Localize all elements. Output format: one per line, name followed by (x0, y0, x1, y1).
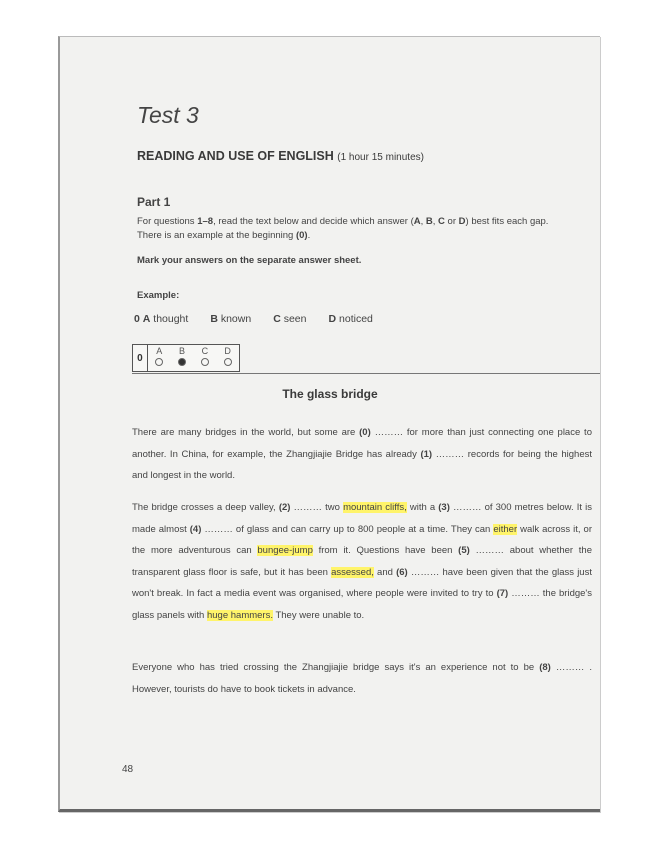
gap-3: (3) (438, 502, 450, 513)
answer-grid-number: 0 (133, 345, 148, 371)
answer-grid (132, 344, 240, 372)
highlight-huge-hammers: huge hammers. (206, 609, 273, 621)
highlight-assessed: assessed, (331, 566, 374, 578)
section-heading (137, 149, 424, 163)
gap-1: (1) (420, 448, 433, 460)
answer-bubble-b-filled (178, 358, 186, 366)
gap-8: (8) (539, 662, 551, 673)
gap-0: (0) (359, 427, 371, 438)
instr-text: There is an example at the beginning (137, 230, 296, 241)
answer-grid-col-c: C (193, 345, 216, 371)
instr-range: 1–8 (197, 216, 214, 227)
answer-grid-col-d: D (216, 345, 239, 371)
instr-letter-d: D (458, 216, 466, 227)
highlight-bungee-jump: bungee-jump (257, 545, 313, 556)
example-label: Example: (137, 290, 180, 301)
document-page (58, 36, 600, 812)
highlight-mountain-cliffs: mountain cliffs, (343, 502, 407, 513)
answer-bubble-d (224, 358, 232, 366)
answer-bubble-a (155, 358, 163, 366)
instr-text: . (307, 230, 311, 241)
gap-7: (7) (496, 588, 509, 599)
example-option-d: D noticed (328, 313, 373, 325)
test-title: Test 3 (137, 102, 199, 128)
instr-text: ) best fits each gap. (465, 216, 549, 227)
example-option-a: 0 A thought (134, 313, 189, 325)
highlight-either: either (493, 523, 518, 535)
passage-paragraph-1: There are many bridges in the world, but some are (0) ……… for more than just connecting one place to another. In China, for example, the Zhangjiajie Bridge has already (1) ……… records for being the highest and longest in the world. (132, 427, 593, 481)
page-number: 48 (122, 764, 134, 775)
gap-5: (5) (458, 545, 470, 556)
instructions: For questions 1–8, read the text below and decide which answer (A, B, C or D) best fits each gap. There is an example at the beginning (0). (137, 216, 549, 241)
passage-paragraph-2: The bridge crosses a deep valley, (2) ……… two mountain cliffs, with a (3) ……… of 300 metres below. It is made almost (4) ……… of glass and can carry up to 800 people at a time. They can either walk across it, or the more adventurous can bungee-jump from it. Questions have been (5) ……… about whether the transparent glass floor is safe, but it has been assessed, and (6) ……… have been given that the glass just won't break. In fact a media event was organised, where people were invited to try to (7) ……… the bridge's glass panels with huge hammers. They were unable to. (132, 502, 593, 621)
answer-grid-col-a: A (148, 345, 171, 371)
instr-letter-a: A (413, 216, 421, 227)
example-option-b: B known (210, 313, 252, 325)
gap-6: (6) (396, 566, 408, 578)
part-title: Part 1 (137, 195, 171, 209)
instr-text: For questions (137, 216, 198, 227)
section-duration: (1 hour 15 minutes) (337, 152, 424, 163)
answer-bubble-c (201, 358, 209, 366)
passage-paragraph-3: Everyone who has tried crossing the Zhangjiajie bridge says it's an experience not to be (8) ……… . However, tourists do have to book tickets in advance. (132, 662, 592, 695)
instr-zero: (0) (295, 230, 308, 241)
divider-rule (132, 373, 600, 374)
example-option-c: C seen (273, 313, 307, 325)
passage-title: The glass bridge (282, 387, 378, 401)
mark-answers-note: Mark your answers on the separate answer sheet. (137, 255, 362, 266)
gap-4: (4) (189, 523, 202, 535)
section-heading-text: READING AND USE OF ENGLISH (137, 149, 334, 163)
instr-or: or (444, 216, 459, 227)
gap-2: (2) (278, 502, 291, 513)
instr-letter-c: C (438, 216, 445, 227)
instr-text: , read the text below and decide which answer ( (213, 216, 414, 227)
instr-letter-b: B (425, 216, 433, 227)
answer-grid-col-b: B (171, 345, 194, 371)
example-options (134, 313, 373, 325)
